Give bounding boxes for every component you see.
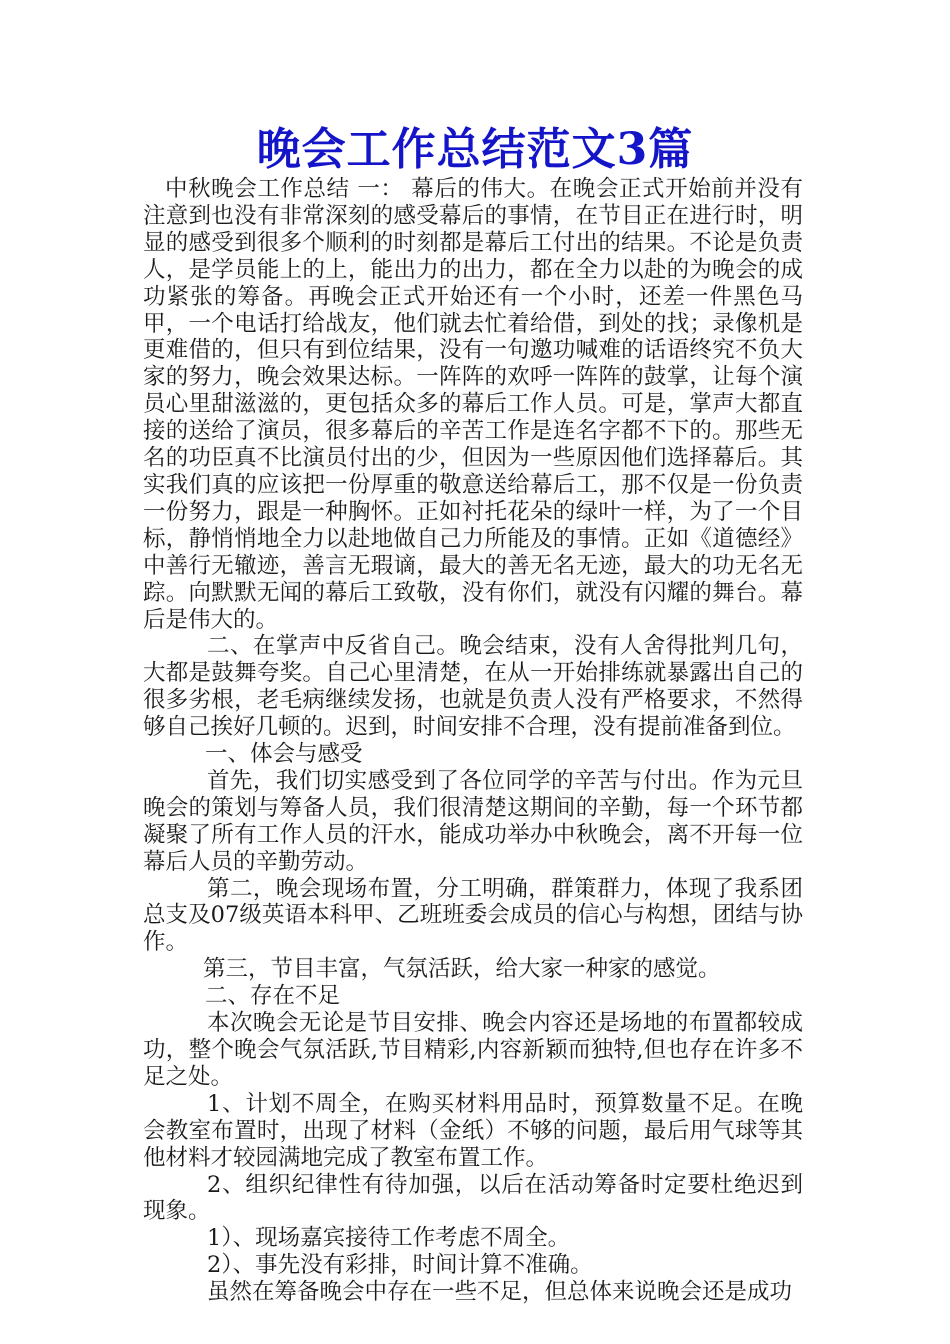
list-item-2: 2、组织纪律性有待加强，以后在活动筹备时定要杜绝迟到现象。 bbox=[143, 1171, 803, 1225]
document-body bbox=[143, 176, 803, 1306]
paragraph-conclusion: 虽然在筹备晚会中存在一些不足，但总体来说晚会还是成功 bbox=[207, 1279, 793, 1306]
list-item-1: 1、计划不周全，在购买材料用品时，预算数量不足。在晚会教室布置时，出现了材料（金纸）不够的问题，最后用气球等其他材料才较园满地完成了教室布置工作。 bbox=[143, 1090, 803, 1171]
document-title: 晚会工作总结范文3篇 bbox=[256, 124, 694, 175]
sub-item-1: 1）、现场嘉宾接待工作考虑不周全。 bbox=[207, 1225, 571, 1252]
heading-experience: 一、体会与感受 bbox=[205, 741, 363, 768]
paragraph-self-reflection: 二、在掌声中反省自己。晚会结束，没有人舍得批判几句，大都是鼓舞夸奖。自己心里清楚，在从一开始排练就暴露出自己的很多劣根，老毛病继续发扬，也就是负责人没有严格要求，不然得够自己挨好几顿的。迟到，时间安排不合理，没有提前准备到位。 bbox=[143, 633, 803, 741]
paragraph-behind-the-scenes: 中秋晚会工作总结 一： 幕后的伟大。在晚会正式开始前并没有注意到也没有非常深刻的感受幕后的事情，在节目正在进行时，明显的感受到很多个顺利的时刻都是幕后工付出的结果。不论是负责人，是学员能上的上，能出力的出力，都在全力以赴的为晚会的成功紧张的筹备。再晚会正式开始还有一个小时，还差一件黑色马甲，一个电话打给战友，他们就去忙着给借，到处的找；录像机是更难借的，但只有到位结果，没有一句邀功喊难的话语终究不负大家的努力，晚会效果达标。一阵阵的欢呼一阵阵的鼓掌，让每个演员心里甜滋滋的，更包括众多的幕后工作人员。可是，掌声大都直接的送给了演员，很多幕后的辛苦工作是连名字都不下的。那些无名的功臣真不比演员付出的少，但因为一些原因他们选择幕后。其实我们真的应该把一份厚重的敬意送给幕后工，那不仅是一份负责一份努力，跟是一种胸怀。正如衬托花朵的绿叶一样，为了一个目标，静悄悄地全力以赴地做自己力所能及的事情。正如《道德经》中善行无辙迹，善言无瑕谪，最大的善无名无迹，最大的功无名无踪。向默默无闻的幕后工致敬，没有你们，就没有闪耀的舞台。幕后是伟大的。 bbox=[143, 176, 803, 633]
paragraph-first: 首先，我们切实感受到了各位同学的辛苦与付出。作为元旦晚会的策划与筹备人员，我们很清楚这期间的辛勤，每一个环节都凝聚了所有工作人员的汗水，能成功举办中秋晚会，离不开每一位幕后人员的辛勤劳动。 bbox=[143, 767, 803, 875]
heading-shortcomings: 二、存在不足 bbox=[205, 983, 341, 1010]
sub-item-2: 2）、事先没有彩排，时间计算不准确。 bbox=[207, 1252, 593, 1279]
paragraph-third: 第三，节目丰富，气氛活跃，给大家一种家的感觉。 bbox=[203, 956, 721, 983]
paragraph-overall: 本次晚会无论是节目安排、晚会内容还是场地的布置都较成功，整个晚会气氛活跃,节目精彩,内容新颖而独特,但也存在许多不足之处。 bbox=[143, 1010, 803, 1090]
paragraph-second: 第二，晚会现场布置，分工明确，群策群力，体现了我系团总支及07级英语本科甲、乙班班委会成员的信心与构想，团结与协作。 bbox=[143, 875, 803, 956]
